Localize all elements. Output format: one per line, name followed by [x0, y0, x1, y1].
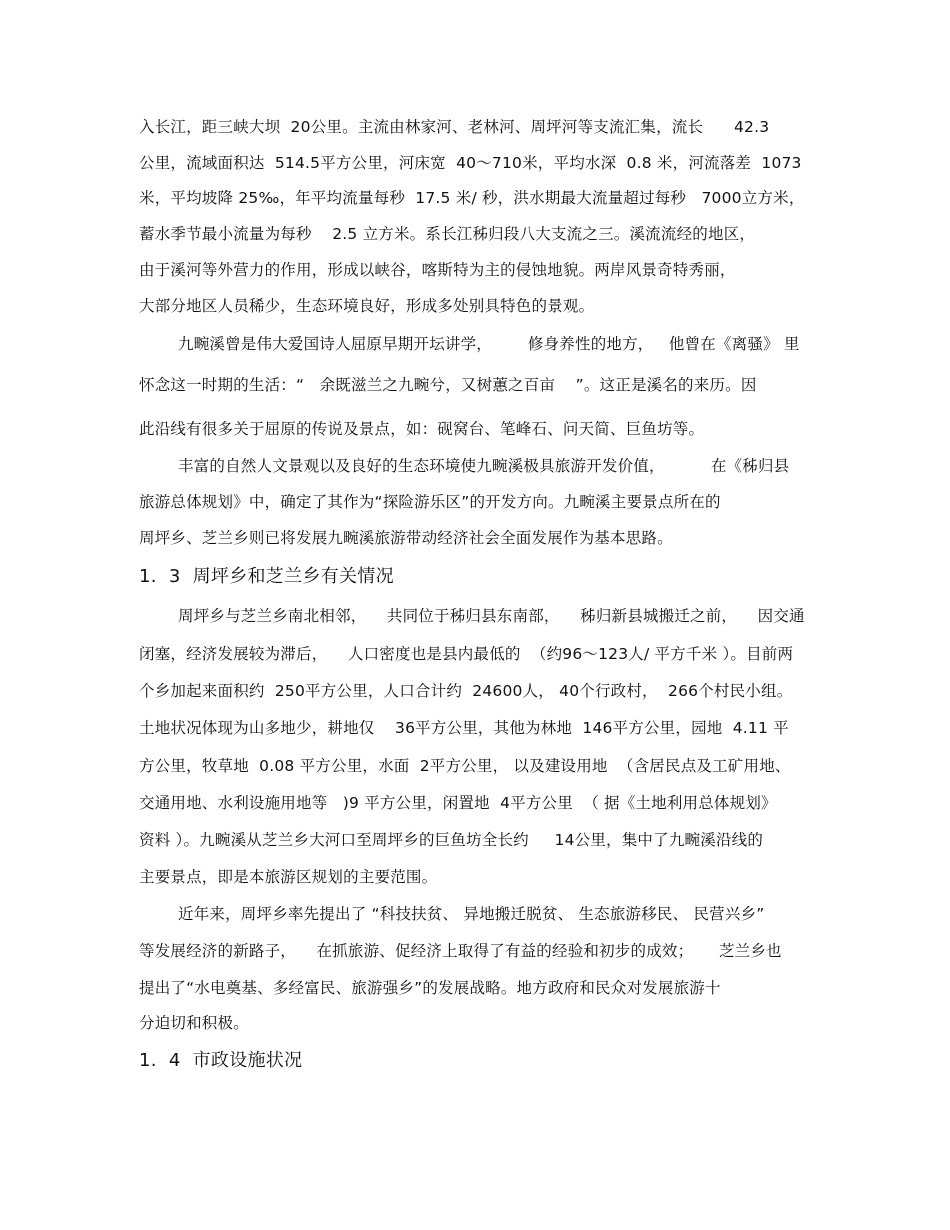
paragraph-5-line-1: 近年来，周坪乡率先提出了 “科技扶贫、 异地搬迁脱贫、 生态旅游移民、 民营兴乡” [178, 905, 765, 923]
paragraph-2-line-1: 九畹溪曾是伟大爱国诗人屈原早期开坛讲学， 修身养性的地方， 他曾在《离骚》 里 [178, 335, 800, 353]
paragraph-3-line-2: 旅游总体规划》中，确定了其作为“探险游乐区”的开发方向。九畹溪主要景点所在的 [139, 493, 721, 511]
paragraph-1-line-2: 公里，流域面积达 514.5平方公里，河床宽 40～710米，平均水深 0.8 米，河流落差 1073 [139, 154, 802, 172]
paragraph-4-line-1: 周坪乡与芝兰乡南北相邻， 共同位于秭归县东南部， 秭归新县城搬迁之前， 因交通 [178, 607, 805, 625]
section-heading-1-3: 1. 3 周坪乡和芝兰乡有关情况 [139, 566, 394, 587]
paragraph-4-line-7: 资料 ）。九畹溪从芝兰乡大河口至周坪乡的巨鱼坊全长约 14公里，集中了九畹溪沿线的 [139, 831, 764, 849]
paragraph-2-line-2: 怀念这一时期的生活：“ 余既滋兰之九畹兮，又树蕙之百亩 ”。这正是溪名的来历。因 [139, 376, 757, 394]
paragraph-4-line-5: 方公里，牧草地 0.08 平方公里，水面 2平方公里， 以及建设用地 （含居民点及工矿用地、 [139, 757, 791, 775]
paragraph-5-line-2: 等发展经济的新路子， 在抓旅游、促经济上取得了有益的经验和初步的成效； 芝兰乡也 [139, 942, 782, 960]
paragraph-5-line-3: 提出了“水电奠基、多经富民、旅游强乡”的发展战略。地方政府和民众对发展旅游十 [139, 979, 721, 997]
section-heading-1-4: 1. 4 市政设施状况 [139, 1050, 303, 1071]
paragraph-1-line-4: 蓄水季节最小流量为每秒 2.5 立方米。系长江秭归段八大支流之三。溪流流经的地区， [139, 225, 756, 243]
paragraph-3-line-1: 丰富的自然人文景观以及良好的生态环境使九畹溪极具旅游开发价值， 在《秭归县 [178, 457, 790, 475]
paragraph-1-line-3: 米，平均坡降 25‰，年平均流量每秒 17.5 米/ 秒，洪水期最大流量超过每秒 7000立方米， [139, 189, 805, 207]
paragraph-3-line-3: 周坪乡、芝兰乡则已将发展九畹溪旅游带动经济社会全面发展作为基本思路。 [139, 529, 673, 547]
paragraph-1-line-6: 大部分地区人员稀少，生态环境良好，形成多处别具特色的景观。 [139, 297, 595, 315]
paragraph-2-line-3: 此沿线有很多关于屈原的传说及景点，如：砚窝台、笔峰石、问天简、巨鱼坊等。 [139, 420, 705, 438]
paragraph-4-line-3: 个乡加起来面积约 250平方公里，人口合计约 24600人， 40个行政村， 266个村民小组。 [139, 682, 793, 700]
paragraph-4-line-8: 主要景点，即是本旅游区规划的主要范围。 [139, 868, 438, 886]
paragraph-4-line-4: 土地状况体现为山多地少，耕地仅 36平方公里，其他为林地 146平方公里，园地 4.11 平 [139, 719, 789, 737]
paragraph-1-line-1: 入长江，距三峡大坝 20公里。主流由林家河、老林河、周坪河等支流汇集，流长 42.3 [139, 118, 770, 136]
paragraph-4-line-2: 闭塞，经济发展较为滞后， 人口密度也是县内最低的 （约96～123人/ 平方千米 ）。目前两 [139, 645, 794, 663]
paragraph-4-line-6: 交通用地、水利设施用地等 )9 平方公里，闲置地 4平方公里 （ 据《土地利用总体规划》 [139, 794, 777, 812]
paragraph-5-line-4: 分迫切和积极。 [139, 1014, 249, 1032]
paragraph-1-line-5: 由于溪河等外营力的作用，形成以峡谷，喀斯特为主的侵蚀地貌。两岸风景奇特秀丽， [139, 261, 736, 279]
